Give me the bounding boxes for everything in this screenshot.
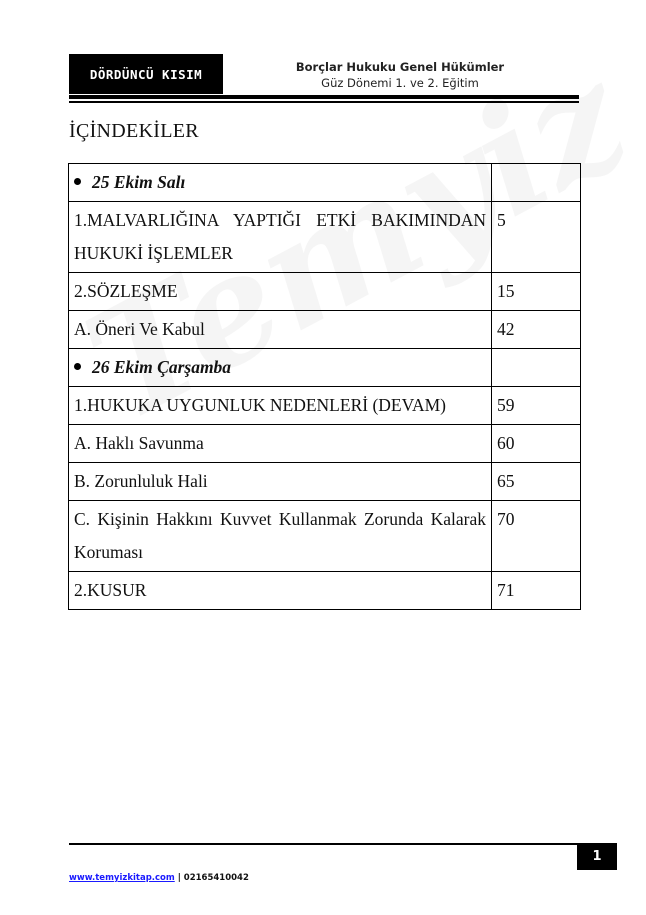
footer-rule — [69, 843, 609, 845]
toc-entry-row — [69, 311, 581, 349]
toc-entry-row — [69, 273, 581, 311]
header-title: Borçlar Hukuku Genel Hükümler — [295, 60, 505, 74]
toc-entry-row — [69, 387, 581, 425]
toc-entry-row — [69, 425, 581, 463]
toc-page-number — [492, 164, 581, 202]
toc-entry-title: 1.HUKUKA UYGUNLUK NEDENLERİ (DEVAM) — [69, 387, 492, 425]
toc-section-title: 26 Ekim Çarşamba — [92, 357, 232, 377]
toc-page-number — [492, 349, 581, 387]
header-subtitle: Güz Dönemi 1. ve 2. Eğitim — [321, 76, 479, 90]
section-label: DÖRDÜNCÜ KISIM — [89, 66, 203, 82]
section-label-badge — [69, 54, 223, 94]
toc-section-row — [69, 164, 581, 202]
toc-page-number: 65 — [492, 463, 581, 501]
toc-section-title: 25 Ekim Salı — [92, 172, 186, 192]
toc-entry-title: 2.KUSUR — [69, 572, 492, 610]
toc-entry-title: 1.MALVARLIĞINA YAPTIĞI ETKİ BAKIMINDAN HUKUKİ İŞLEMLER — [69, 202, 492, 273]
toc-entry-row — [69, 202, 581, 273]
phone-number: 02165410042 — [183, 873, 249, 883]
page-number-badge — [577, 843, 617, 870]
page-heading: İÇİNDEKİLER — [69, 120, 199, 142]
toc-entry-row — [69, 572, 581, 610]
website-link[interactable]: www.temyizkitap.com — [69, 873, 175, 883]
footer-contact — [69, 873, 249, 883]
toc-entry-title: 2.SÖZLEŞME — [69, 273, 492, 311]
toc-page-number: 60 — [492, 425, 581, 463]
toc-page-number: 59 — [492, 387, 581, 425]
toc-section-title-cell — [69, 164, 492, 202]
toc-entry-title: A. Öneri Ve Kabul — [69, 311, 492, 349]
toc-page-number: 70 — [492, 501, 581, 572]
toc-body — [69, 164, 581, 610]
toc-entry-row — [69, 501, 581, 572]
toc-section-row — [69, 349, 581, 387]
toc-entry-title: C. Kişinin Hakkını Kuvvet Kullanmak Zorunda Kalarak Koruması — [69, 501, 492, 572]
toc-entry-title: B. Zorunluluk Hali — [69, 463, 492, 501]
toc-page-number: 42 — [492, 311, 581, 349]
toc-entry-row — [69, 463, 581, 501]
toc-page-number: 5 — [492, 202, 581, 273]
toc-entry-title: A. Haklı Savunma — [69, 425, 492, 463]
page-number: 1 — [592, 849, 602, 864]
toc-page-number: 15 — [492, 273, 581, 311]
header-rule-thick — [69, 95, 579, 99]
bullet-icon — [74, 178, 81, 185]
bullet-icon — [74, 363, 81, 370]
header-rule-thin — [69, 101, 579, 103]
table-of-contents — [68, 163, 581, 610]
footer-separator: | — [177, 873, 181, 883]
toc-section-title-cell — [69, 349, 492, 387]
toc-page-number: 71 — [492, 572, 581, 610]
